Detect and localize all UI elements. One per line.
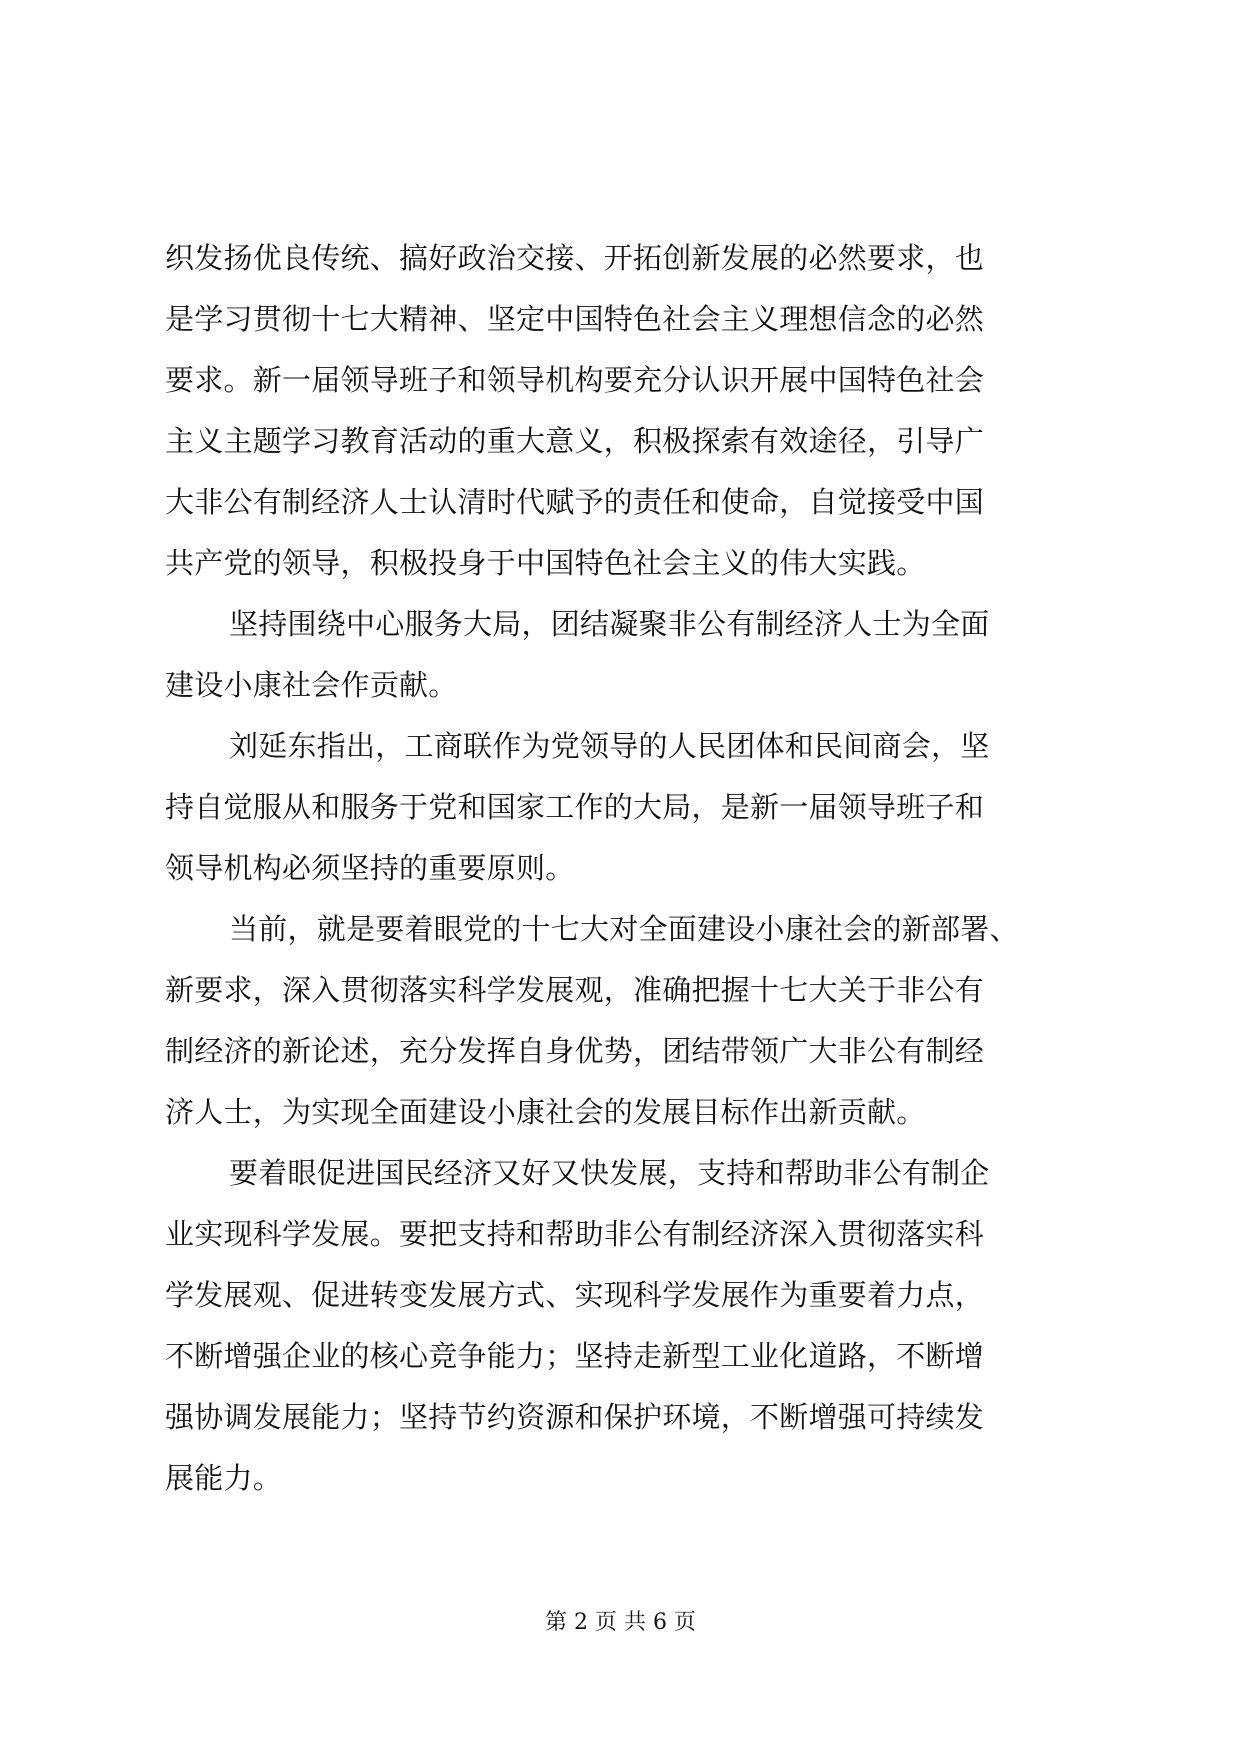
text-line-21: 展能力。 (165, 1461, 283, 1495)
page-number-footer: 第 2 页 共 6 页 (545, 1610, 696, 1635)
document-body (165, 228, 1080, 1509)
text-line-16: 要着眼促进国民经济又好又快发展，支持和帮助非公有制企 (229, 1156, 990, 1190)
text-line-15: 济人士，为实现全面建设小康社会的发展目标作出新贡献。 (165, 1095, 926, 1129)
text-line-7: 坚持围绕中心服务大局，团结凝聚非公有制经济人士为全面 (229, 607, 990, 641)
text-line-13: 新要求，深入贯彻落实科学发展观，准确把握十七大关于非公有 (165, 973, 985, 1007)
text-line-20: 强协调发展能力；坚持节约资源和保护环境，不断增强可持续发 (165, 1400, 985, 1434)
text-line-11: 领导机构必须坚持的重要原则。 (165, 851, 575, 885)
text-line-1: 织发扬优良传统、搞好政治交接、开拓创新发展的必然要求，也 (165, 241, 985, 275)
text-line-14: 制经济的新论述，充分发挥自身优势，团结带领广大非公有制经 (165, 1034, 985, 1068)
text-line-4: 主义主题学习教育活动的重大意义，积极探索有效途径，引导广 (165, 424, 985, 458)
text-line-18: 学发展观、促进转变发展方式、实现科学发展作为重要着力点， (165, 1278, 985, 1312)
text-line-6: 共产党的领导，积极投身于中国特色社会主义的伟大实践。 (165, 546, 926, 580)
text-line-9: 刘延东指出，工商联作为党领导的人民团体和民间商会，坚 (229, 729, 990, 763)
text-line-19: 不断增强企业的核心竞争能力；坚持走新型工业化道路，不断增 (165, 1339, 985, 1373)
text-line-3: 要求。新一届领导班子和领导机构要充分认识开展中国特色社会 (165, 363, 985, 397)
text-line-8: 建设小康社会作贡献。 (165, 668, 458, 702)
text-line-17: 业实现科学发展。要把支持和帮助非公有制经济深入贯彻落实科 (165, 1217, 985, 1251)
text-line-10: 持自觉服从和服务于党和国家工作的大局，是新一届领导班子和 (165, 790, 985, 824)
text-line-5: 大非公有制经济人士认清时代赋予的责任和使命，自觉接受中国 (165, 485, 985, 519)
text-line-2: 是学习贯彻十七大精神、坚定中国特色社会主义理想信念的必然 (165, 302, 985, 336)
text-line-12: 当前，就是要着眼党的十七大对全面建设小康社会的新部署、 (229, 912, 1019, 946)
